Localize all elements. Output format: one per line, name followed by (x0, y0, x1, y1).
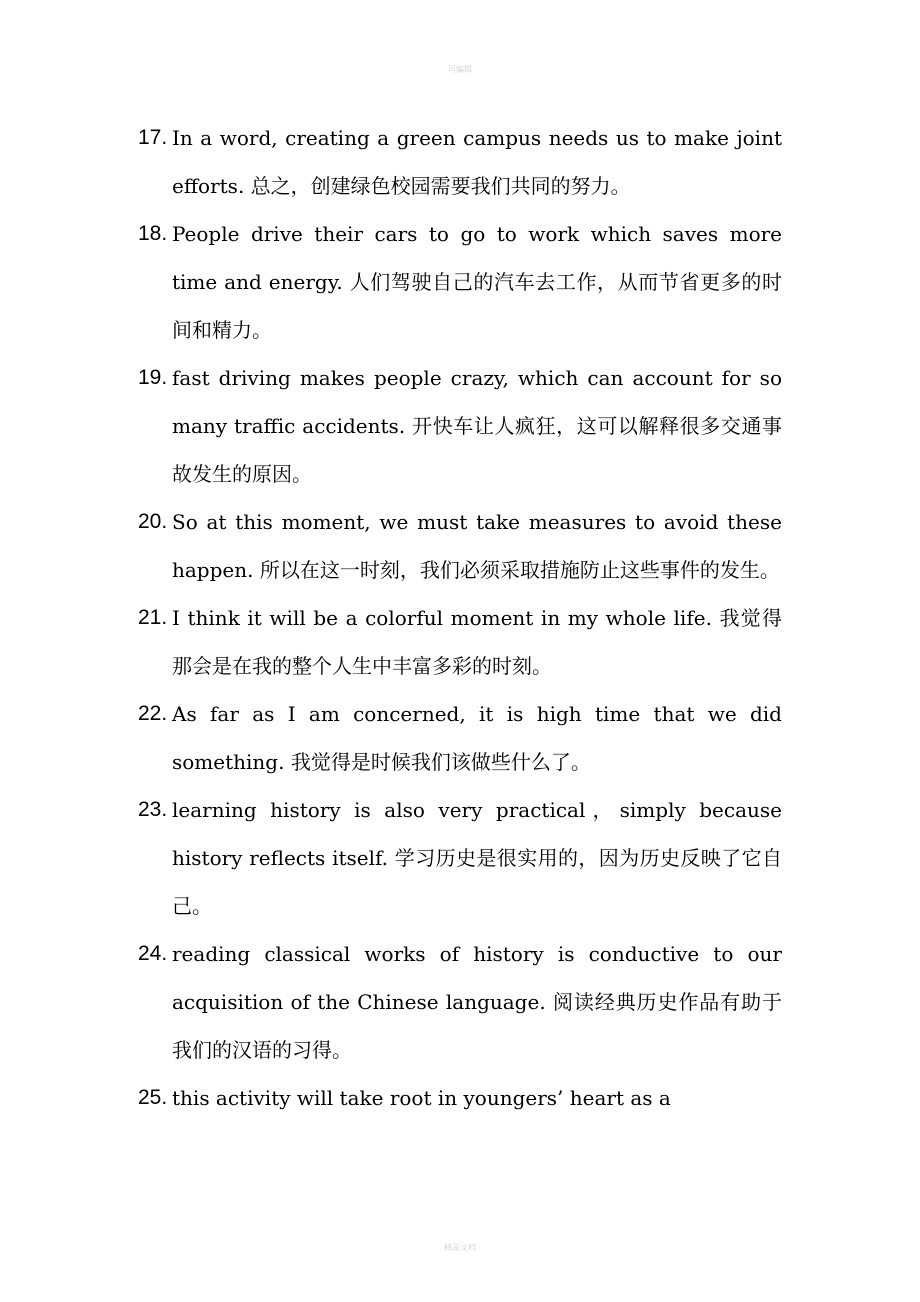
item-text: So at this moment, we must take measures to avoid these happen. 所以在这一时刻，我们必须采取措施防止这些事件的发生。 (172, 510, 782, 582)
item-text: learning history is also very practical，simply because history reflects itself. 学习历史是很实用的，因为历史反映了它自己。 (172, 798, 782, 918)
item-text: As far as I am concerned, it is high time that we did something. 我觉得是时候我们该做些什么了。 (172, 702, 782, 774)
item-number: 18. (138, 222, 168, 245)
list-item (138, 786, 782, 930)
list-item (138, 498, 782, 594)
item-number: 22. (138, 702, 168, 725)
list-item (138, 114, 782, 210)
list-item (138, 354, 782, 498)
item-number: 20. (138, 510, 168, 533)
page-footer-watermark: 精品文档 (444, 1243, 476, 1252)
list-item (138, 210, 782, 354)
item-number: 23. (138, 798, 168, 821)
list-item (138, 930, 782, 1074)
item-number: 25. (138, 1086, 168, 1109)
item-text: fast driving makes people crazy, which can account for so many traffic accidents. 开快车让人疯狂，这可以解释很多交通事故发生的原因。 (172, 366, 782, 486)
sentence-list (138, 114, 782, 1122)
item-text: People drive their cars to go to work which saves more time and energy. 人们驾驶自己的汽车去工作，从而节省更多的时间和精力。 (172, 222, 782, 342)
item-number: 24. (138, 942, 168, 965)
item-text: reading classical works of history is conductive to our acquisition of the Chinese language. 阅读经典历史作品有助于我们的汉语的习得。 (172, 942, 782, 1062)
item-number: 19. (138, 366, 168, 389)
item-text: this activity will take root in youngers’ heart as a (172, 1086, 671, 1110)
item-number: 17. (138, 126, 168, 149)
item-text: I think it will be a colorful moment in my whole life. 我觉得那会是在我的整个人生中丰富多彩的时刻。 (172, 606, 782, 678)
list-item (138, 1074, 782, 1122)
item-number: 21. (138, 606, 168, 629)
item-text: In a word, creating a green campus needs us to make joint efforts. 总之，创建绿色校园需要我们共同的努力。 (172, 126, 782, 198)
page-header-watermark: 可编辑 (448, 65, 472, 74)
list-item (138, 690, 782, 786)
list-item (138, 594, 782, 690)
